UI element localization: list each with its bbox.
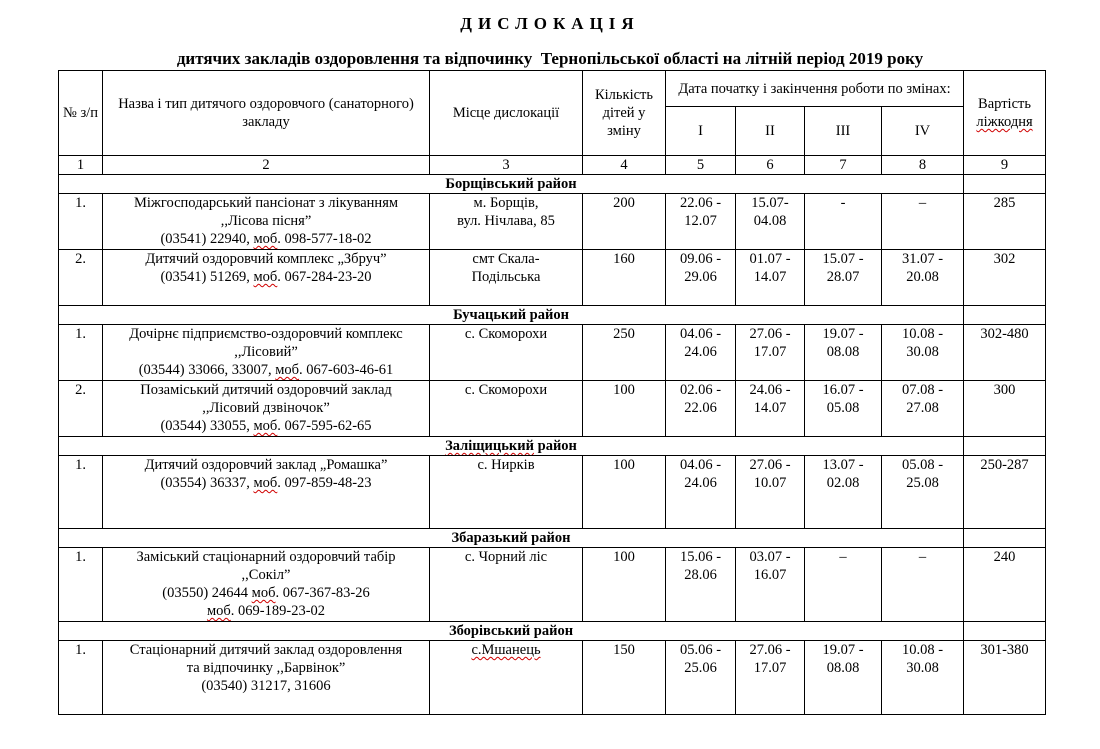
phone-number: . 067-603-46-61 [299, 362, 394, 378]
cost-cell: 300 [964, 381, 1046, 437]
region-name-word: Заліщицький [445, 438, 534, 454]
region-name: Збаразький район [59, 529, 964, 548]
shift-start: 03.07 - [749, 549, 791, 565]
institution-phone [106, 268, 426, 286]
region-row [59, 437, 1046, 456]
col-number: 2 [103, 156, 430, 175]
shift-end: 04.08 [753, 213, 787, 229]
children-count: 100 [583, 381, 666, 437]
header-shift-3: III [805, 107, 882, 156]
shift-end: 02.08 [826, 475, 860, 491]
children-count: 150 [583, 641, 666, 715]
institution-phone [106, 584, 426, 602]
shift-2-dates [736, 194, 805, 250]
table-row [59, 456, 1046, 529]
region-row [59, 306, 1046, 325]
cost-cell: 250-287 [964, 456, 1046, 529]
cost-cell: 302-480 [964, 325, 1046, 381]
phone-number: . 098-577-18-02 [277, 231, 372, 247]
cost-cell: 240 [964, 548, 1046, 622]
shift-start: 22.06 - [679, 195, 722, 211]
shift-start: - [840, 195, 846, 211]
cost-cell: 285 [964, 194, 1046, 250]
institution-phone [106, 474, 426, 492]
header-count: Кількість дітей у зміну [583, 71, 666, 156]
place-line1: м. Борщів, [473, 195, 539, 211]
shift-end: 25.06 [684, 660, 717, 676]
place-cell [430, 641, 583, 715]
shift-start: 15.06 - [679, 549, 722, 565]
table-row [59, 194, 1046, 250]
place-cell [430, 250, 583, 306]
header-shift-2: II [736, 107, 805, 156]
header-num: № з/п [59, 71, 103, 156]
row-num: 1. [59, 641, 103, 715]
col-number: 4 [583, 156, 666, 175]
shift-start: 09.06 - [679, 251, 722, 267]
col-number: 9 [964, 156, 1046, 175]
shift-2-dates [736, 456, 805, 529]
children-count: 160 [583, 250, 666, 306]
region-row [59, 622, 1046, 641]
column-number-row [59, 156, 1046, 175]
place-line2: вул. Нічлава, 85 [457, 213, 555, 229]
document-title: ДИСЛОКАЦІЯ [460, 14, 640, 33]
place-line1: с.Мшанець [471, 642, 541, 658]
header-shift-4: IV [882, 107, 964, 156]
shift-end: 27.08 [906, 400, 939, 416]
shift-end: 16.07 [753, 567, 787, 583]
shift-end: 05.08 [826, 400, 860, 416]
region-name [59, 437, 964, 456]
shift-start: 31.07 - [901, 251, 944, 267]
phone-text: (03541) 22940, [160, 231, 254, 247]
shift-end: 08.08 [826, 660, 860, 676]
shift-start: – [918, 549, 927, 565]
children-count: 100 [583, 456, 666, 529]
shift-start: 04.06 - [679, 326, 722, 342]
shift-4-dates [882, 381, 964, 437]
institution-cell [103, 381, 430, 437]
row-num: 1. [59, 456, 103, 529]
phone-mob: моб [253, 475, 278, 491]
phone-number: . 067-284-23-20 [277, 269, 372, 285]
institution-name-2: ,,Лісовий” [234, 344, 298, 360]
phone-text: (03550) 24644 [162, 585, 252, 601]
shift-1-dates [666, 381, 736, 437]
table-row [59, 548, 1046, 622]
institution-cell [103, 456, 430, 529]
shift-3-dates [805, 456, 882, 529]
region-cost-cell [964, 306, 1046, 325]
phone-mob: моб [275, 362, 300, 378]
institution-name-2: та відпочинку ,,Барвінок” [186, 660, 346, 676]
institution-name-2: ,,Сокіл” [241, 567, 291, 583]
shift-3-dates [805, 250, 882, 306]
phone-mob: моб [253, 231, 278, 247]
institution-name: Позаміський дитячий оздоровчий заклад [140, 382, 392, 398]
place-cell [430, 325, 583, 381]
shift-end: 29.06 [684, 269, 717, 285]
region-cost-cell [964, 529, 1046, 548]
region-cost-cell [964, 175, 1046, 194]
shift-end: 22.06 [684, 400, 717, 416]
children-count: 100 [583, 548, 666, 622]
shift-start: 27.06 - [749, 457, 791, 473]
phone-text: (03541) 51269, [160, 269, 254, 285]
shift-start: 24.06 - [749, 382, 791, 398]
place-cell [430, 381, 583, 437]
header-shift-1: I [666, 107, 736, 156]
shift-start: 27.06 - [749, 642, 791, 658]
shift-start: 01.07 - [749, 251, 791, 267]
shift-end: 30.08 [906, 660, 939, 676]
institution-cell [103, 325, 430, 381]
col-number: 5 [666, 156, 736, 175]
cost-cell: 302 [964, 250, 1046, 306]
shift-start: 05.08 - [901, 457, 944, 473]
row-num: 2. [59, 250, 103, 306]
header-cost-line1: Вартість [978, 96, 1031, 112]
table-row [59, 250, 1046, 306]
shift-end: 12.07 [684, 213, 717, 229]
row-num: 2. [59, 381, 103, 437]
shift-2-dates [736, 641, 805, 715]
shift-start: 05.06 - [679, 642, 722, 658]
region-cost-cell [964, 437, 1046, 456]
institution-name: Дитячий оздоровчий комплекс „Збруч” [145, 251, 387, 267]
place-cell [430, 456, 583, 529]
shift-4-dates [882, 456, 964, 529]
phone-text: (03544) 33055, [160, 418, 254, 434]
shift-3-dates [805, 325, 882, 381]
col-number: 7 [805, 156, 882, 175]
shift-4-dates [882, 325, 964, 381]
shift-end: 20.08 [906, 269, 939, 285]
shift-3-dates [805, 548, 882, 622]
document-subtitle: дитячих закладів оздоровлення та відпочинку Тернопільської області на літній період 2019 року [176, 49, 924, 68]
shift-2-dates [736, 325, 805, 381]
shift-end: 17.07 [753, 660, 787, 676]
shift-end: 17.07 [753, 344, 787, 360]
table-row [59, 325, 1046, 381]
row-num: 1. [59, 194, 103, 250]
shift-2-dates [736, 250, 805, 306]
institution-name: Дочірнє підприємство-оздоровчий комплекс [129, 326, 403, 342]
phone-text: (03544) 33066, 33007, [138, 362, 276, 378]
shift-end: 28.06 [684, 567, 717, 583]
shift-end: 24.06 [684, 475, 717, 491]
row-num: 1. [59, 325, 103, 381]
shift-3-dates [805, 194, 882, 250]
place-line1: с. Нирків [477, 457, 535, 473]
header-name: Назва і тип дитячого оздоровчого (санаторного) закладу [103, 71, 430, 156]
institution-name-2: ,,Лісова пісня” [220, 213, 312, 229]
row-num: 1. [59, 548, 103, 622]
institution-name: Стаціонарний дитячий заклад оздоровлення [129, 642, 403, 658]
shift-1-dates [666, 325, 736, 381]
col-number: 6 [736, 156, 805, 175]
phone-mob: моб [253, 269, 278, 285]
shift-end: 08.08 [826, 344, 860, 360]
shift-1-dates [666, 250, 736, 306]
region-name-suffix: район [534, 438, 577, 454]
region-name: Борщівський район [59, 175, 964, 194]
shift-1-dates [666, 641, 736, 715]
camps-table [58, 70, 1046, 715]
header-place: Місце дислокації [430, 71, 583, 156]
shift-2-dates [736, 381, 805, 437]
header-row-1 [59, 71, 1046, 107]
place-line1: с. Скоморохи [464, 326, 548, 342]
shift-start: 07.08 - [901, 382, 944, 398]
shift-start: 10.08 - [901, 326, 944, 342]
shift-start: 16.07 - [822, 382, 864, 398]
shift-end: 28.07 [826, 269, 860, 285]
header-cost-line2: ліжкодня [976, 114, 1033, 130]
region-cost-cell [964, 622, 1046, 641]
col-number: 1 [59, 156, 103, 175]
shift-end: 25.08 [906, 475, 939, 491]
place-line2: Подільська [471, 269, 541, 285]
shift-start: – [839, 549, 847, 565]
shift-start: 15.07- [751, 195, 789, 211]
region-name: Бучацький район [59, 306, 964, 325]
phone-mob: моб [253, 418, 278, 434]
phone-text: (03554) 36337, [160, 475, 254, 491]
shift-4-dates [882, 548, 964, 622]
shift-4-dates [882, 250, 964, 306]
shift-1-dates [666, 456, 736, 529]
shift-end: 30.08 [906, 344, 939, 360]
shift-end: 24.06 [684, 344, 717, 360]
institution-phone [106, 230, 426, 248]
shift-end: 14.07 [753, 269, 787, 285]
institution-cell [103, 194, 430, 250]
region-row [59, 175, 1046, 194]
institution-phone [106, 417, 426, 435]
institution-phone-2 [106, 602, 426, 620]
children-count: 200 [583, 194, 666, 250]
shift-start: – [918, 195, 927, 211]
shift-start: 13.07 - [822, 457, 864, 473]
shift-start: 19.07 - [822, 326, 864, 342]
shift-3-dates [805, 641, 882, 715]
region-name: Зборівський район [59, 622, 964, 641]
institution-cell [103, 250, 430, 306]
region-row [59, 529, 1046, 548]
institution-name: Міжгосподарський пансіонат з лікуванням [133, 195, 399, 211]
place-line1: с. Чорний ліс [464, 549, 548, 565]
shift-4-dates [882, 641, 964, 715]
shift-start: 27.06 - [749, 326, 791, 342]
institution-name: Заміський стаціонарний оздоровчий табір [136, 549, 396, 565]
col-number: 3 [430, 156, 583, 175]
children-count: 250 [583, 325, 666, 381]
table-row [59, 381, 1046, 437]
header-cost [964, 71, 1046, 156]
shift-start: 04.06 - [679, 457, 722, 473]
shift-end: 14.07 [753, 400, 787, 416]
cost-cell: 301-380 [964, 641, 1046, 715]
shift-3-dates [805, 381, 882, 437]
shift-end: 10.07 [753, 475, 787, 491]
phone-mob: моб [206, 603, 231, 619]
place-cell [430, 194, 583, 250]
shift-1-dates [666, 548, 736, 622]
shift-4-dates [882, 194, 964, 250]
shift-start: 19.07 - [822, 642, 864, 658]
phone-number: . 069-189-23-02 [230, 603, 326, 619]
place-line1: смт Скала- [472, 251, 540, 267]
shift-start: 10.08 - [901, 642, 944, 658]
institution-cell [103, 641, 430, 715]
institution-phone [106, 361, 426, 379]
phone-mob: моб [251, 585, 276, 601]
shift-start: 02.06 - [679, 382, 722, 398]
header-dates: Дата початку і закінчення роботи по змінах: [666, 71, 964, 107]
shift-1-dates [666, 194, 736, 250]
institution-name-2: ,,Лісовий дзвіночок” [202, 400, 330, 416]
phone-number: . 067-595-62-65 [277, 418, 372, 434]
institution-phone: (03540) 31217, 31606 [201, 678, 331, 694]
phone-number: . 067-367-83-26 [275, 585, 370, 601]
institution-cell [103, 548, 430, 622]
institution-name: Дитячий оздоровчий заклад „Ромашка” [144, 457, 388, 473]
place-cell [430, 548, 583, 622]
place-line1: с. Скоморохи [464, 382, 548, 398]
shift-start: 15.07 - [822, 251, 864, 267]
col-number: 8 [882, 156, 964, 175]
shift-2-dates [736, 548, 805, 622]
phone-number: . 097-859-48-23 [277, 475, 372, 491]
table-row [59, 641, 1046, 715]
